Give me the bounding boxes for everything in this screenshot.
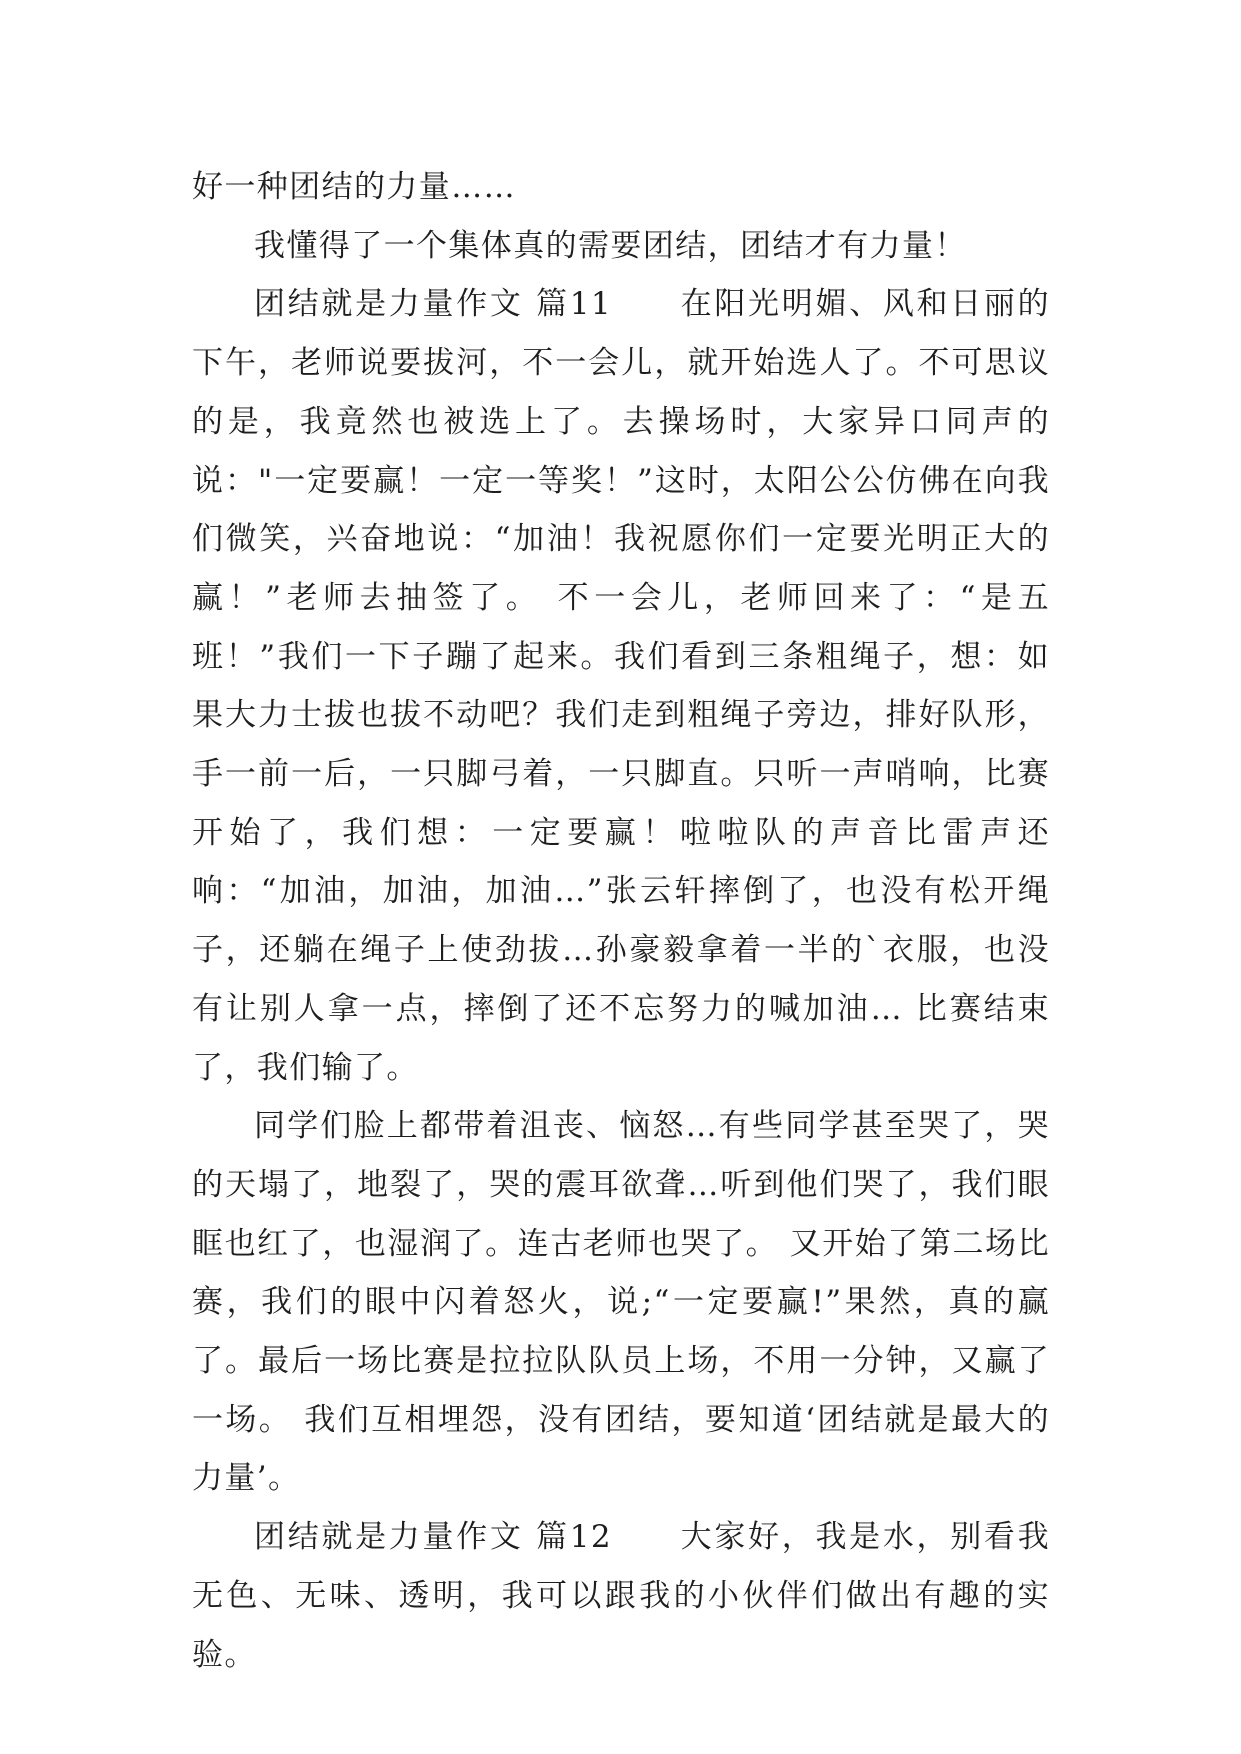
document-body xyxy=(192,158,1050,1684)
paragraph: 我懂得了一个集体真的需要团结，团结才有力量！ xyxy=(254,227,967,264)
paragraph: 团结就是力量作文 篇12 大家好，我是水，别看我无色、无味、透明，我可以跟我的小伙伴们做出有趣的实验。 xyxy=(192,1519,1050,1673)
paragraph: 好一种团结的力量…… xyxy=(192,169,516,205)
paragraph: 同学们脸上都带着沮丧、恼怒…有些同学甚至哭了，哭的天塌了，地裂了，哭的震耳欲聋…听到他们哭了，我们眼眶也红了，也湿润了。连古老师也哭了。 又开始了第二场比赛，我们的眼中闪着怒火，说;“一定要赢!”果然，真的赢了。最后一场比赛是拉拉队队员上场，不用一分钟，又赢了一场。 我们互相埋怨，没有团结，要知道‘团结就是最大的力量’。 xyxy=(192,1108,1050,1497)
paragraph: 团结就是力量作文 篇11 在阳光明媚、风和日丽的下午，老师说要拔河，不一会儿，就开始选人了。不可思议的是，我竟然也被选上了。去操场时，大家异口同声的说："一定要赢！一定一等奖！”这时，太阳公公仿佛在向我们微笑，兴奋地说：“加油！我祝愿你们一定要光明正大的赢！”老师去抽签了。 不一会儿，老师回来了：“是五班！”我们一下子蹦了起来。我们看到三条粗绳子，想：如果大力士拔也拔不动吧？我们走到粗绳子旁边，排好队形，手一前一后，一只脚弓着，一只脚直。只听一声哨响，比赛开始了，我们想：一定要赢！啦啦队的声音比雷声还响：“加油，加油，加油…”张云轩摔倒了，也没有松开绳子，还躺在绳子上使劲拔…孙豪毅拿着一半的`衣服，也没有让别人拿一点，摔倒了还不忘努力的喊加油… 比赛结束了，我们输了。 xyxy=(192,286,1050,1086)
